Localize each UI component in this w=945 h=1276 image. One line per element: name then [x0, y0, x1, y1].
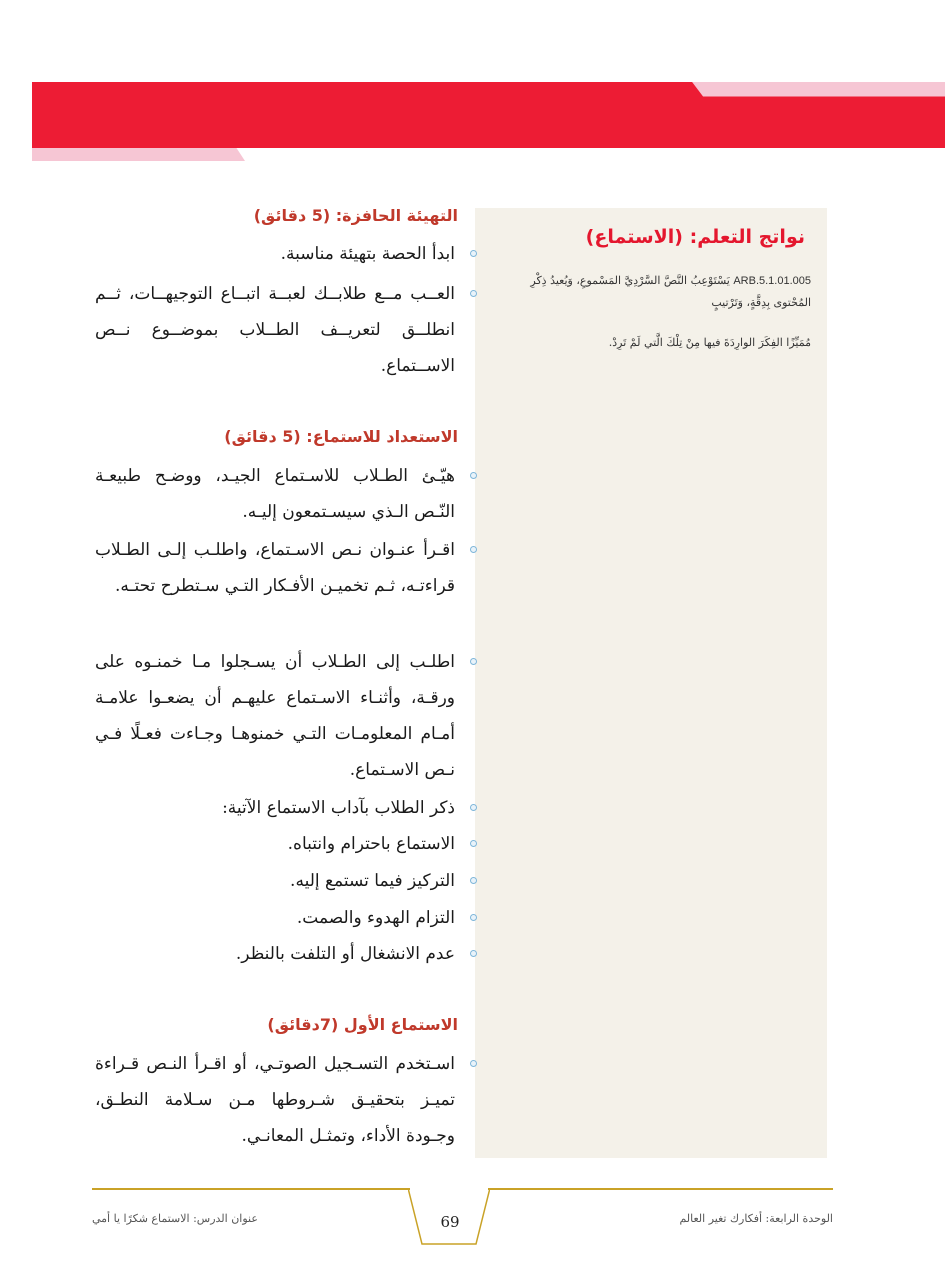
list-item: ذكر الطلاب بآداب الاستماع الآتية:: [95, 790, 455, 826]
bullet-icon: [470, 290, 477, 297]
list-item: الاستماع باحترام وانتباه.: [95, 826, 455, 862]
list-item: اطلـب إلى الطـلاب أن يسـجلوا مـا خمنـوه على ورقـة، وأثنـاء الاسـتماع عليهـم أن يضعـوا علامـة أمـام المعلومـات التـي خمنوهـا وجـاءت فعـلًا فـي نـص الاسـتماع.: [95, 644, 455, 788]
outcome-code: ARB.5.1.01.005: [733, 275, 811, 287]
section-title-warmup: التهيئة الحافزة: (5 دقائق): [253, 206, 458, 225]
bullet-icon: [470, 250, 477, 257]
outcome-line-2: مُمَيِّزًا الفِكَرَ الوارِدَةَ فيها مِنْ تِلْكَ الَّتي لَمْ تَرِدْ.: [608, 336, 811, 349]
panel-title: نواتج التعلم: (الاستماع): [585, 226, 805, 248]
list-item: التركيز فيما تستمع إليه.: [95, 863, 455, 899]
list-item: اسـتخدم التسـجيل الصوتـي، أو اقـرأ النـص قـراءة تميـز بتحقيـق شـروطها مـن سـلامة النطـق، وجـودة الأداء، وتمثـل المعانـي.: [95, 1046, 455, 1154]
outcome-text: يَسْتَوْعِبُ النَّصَّ السَّرْدِيَّ المَسْموعِ، وَيُعيدُ ذِكْرِ المُحْتوى بِدِقَّةٍ، وَتَرْتيبٍ: [530, 274, 811, 309]
bullet-icon: [470, 950, 477, 957]
header-accent-top: [690, 82, 945, 98]
footer-lesson-title: عنوان الدرس: الاستماع شكرًا يا أمي: [92, 1212, 258, 1225]
outcome-line-1: [491, 270, 811, 314]
footer-rule-left: [92, 1188, 410, 1190]
list-item: هيّـئ الطـلاب للاسـتماع الجيـد، ووضـح طبيعـة النّـص الـذي سيسـتمعون إليـه.: [95, 458, 455, 530]
bullet-icon: [470, 1060, 477, 1067]
page-number: 69: [440, 1213, 460, 1231]
list-item: العــب مــع طلابــك لعبــة اتبــاع التوجيهــات، ثــم انطلــق لتعريــف الطــلاب بموضــوع نــص الاســتماع.: [95, 276, 455, 384]
bullet-icon: [470, 914, 477, 921]
bullet-icon: [470, 804, 477, 811]
header-accent-bottom: [32, 148, 245, 161]
bullet-icon: [470, 546, 477, 553]
footer-unit-title: الوحدة الرابعة: أفكارك تغير العالم: [679, 1212, 833, 1225]
list-item: التزام الهدوء والصمت.: [95, 900, 455, 936]
bullet-icon: [470, 472, 477, 479]
bullet-icon: [470, 877, 477, 884]
list-item: عدم الانشغال أو التلفت بالنظر.: [95, 936, 455, 972]
list-item: ابدأ الحصة بتهيئة مناسبة.: [95, 236, 455, 272]
footer-rule-right: [488, 1188, 833, 1190]
bullet-icon: [470, 658, 477, 665]
section-title-first-listen: الاستماع الأول (7دقائق): [267, 1015, 458, 1034]
learning-outcomes-panel: [475, 208, 827, 1158]
list-item: اقـرأ عنـوان نـص الاسـتماع، واطلـب إلـى الطـلاب قراءتـه، ثـم تخميـن الأفـكار التـي سـتطرح تحتـه.: [95, 532, 455, 604]
section-title-prep: الاستعداد للاستماع: (5 دقائق): [224, 427, 458, 446]
bullet-icon: [470, 840, 477, 847]
